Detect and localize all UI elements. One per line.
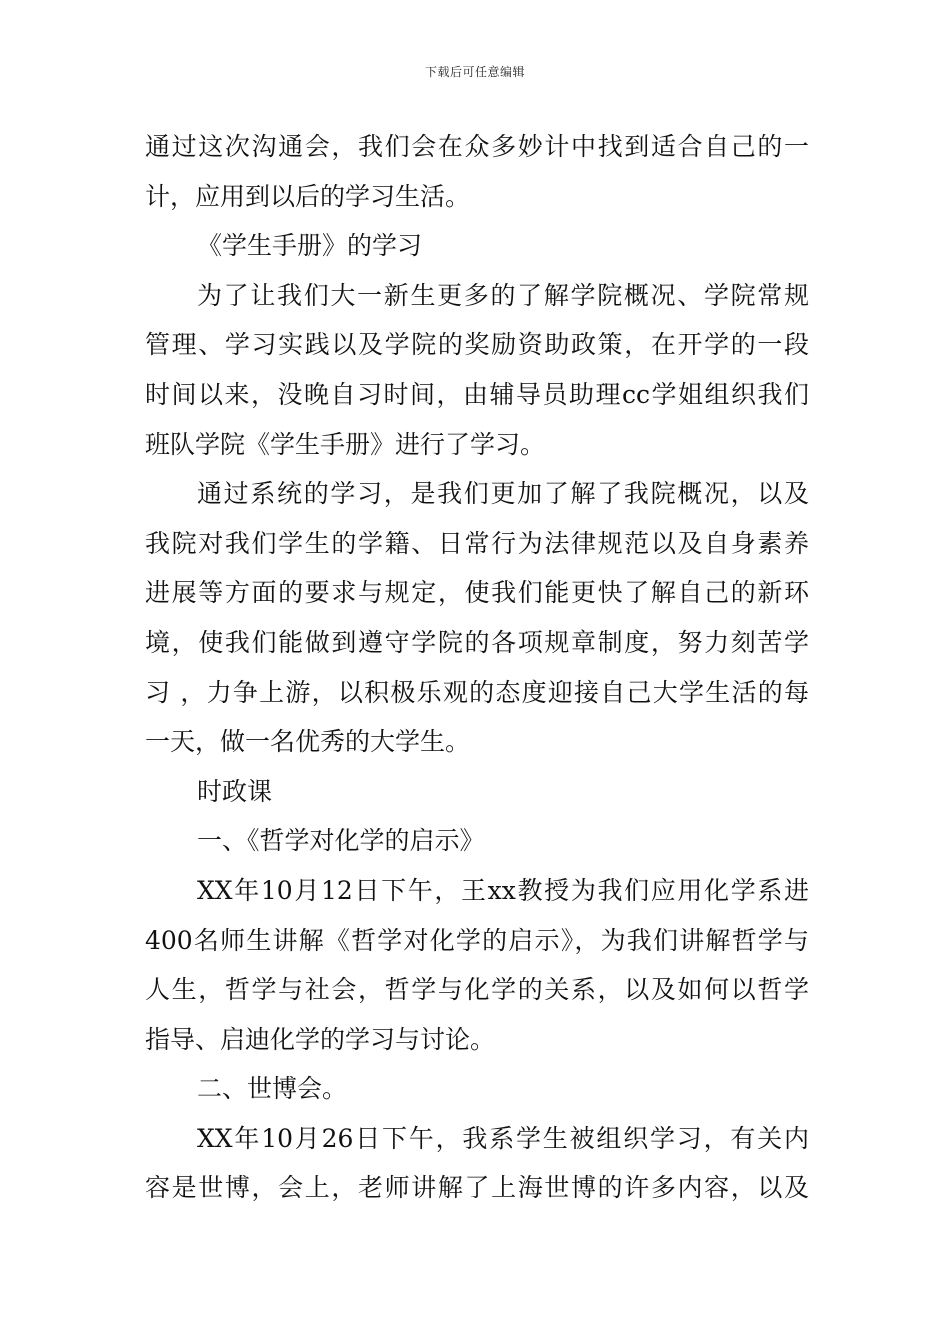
text-line: 计，应用到以后的学习生活。 (145, 181, 471, 211)
text-line: 容是世博，会上，老师讲解了上海世博的许多内容，以及 (145, 1173, 809, 1203)
text-line: 《学生手册》的学习 (197, 231, 423, 261)
text-line: 通过系统的学习，是我们更加了解了我院概况，以及 (197, 479, 809, 509)
header-note: 下载后可任意编辑 (424, 65, 525, 79)
text-line: 境，使我们能做到遵守学院的各项规章制度，努力刻苦学 (145, 627, 809, 657)
text-line: XX年10月26日下午，我系学生被组织学习，有关内 (197, 1123, 809, 1153)
text-line: 为了让我们大一新生更多的了解学院概况、学院常规 (197, 280, 809, 310)
text-line: 指导、启迪化学的学习与讨论。 (145, 1024, 496, 1054)
text-line: 一、《哲学对化学的启示》 (197, 826, 485, 856)
text-line: 二、世博会。 (197, 1074, 348, 1104)
text-line: 人生，哲学与社会，哲学与化学的关系，以及如何以哲学 (145, 975, 809, 1005)
text-line: 管理、学习实践以及学院的奖励资助政策，在开学的一段 (145, 330, 809, 360)
text-line: 习 ，力争上游，以积极乐观的态度迎接自己大学生活的每 (145, 677, 809, 707)
body-text (145, 122, 809, 1213)
text-line: 一天，做一名优秀的大学生。 (145, 727, 471, 757)
text-line: 通过这次沟通会，我们会在众多妙计中找到适合自己的一 (145, 132, 809, 161)
text-line: 400名师生讲解《哲学对化学的启示》，为我们讲解哲学与 (145, 925, 809, 955)
text-line: 时政课 (197, 776, 273, 806)
text-line: 时间以来，没晚自习时间，由辅导员助理cc学姐组织我们 (145, 379, 809, 409)
text-line: 我院对我们学生的学籍、日常行为法律规范以及自身素养 (145, 528, 809, 558)
text-line: 进展等方面的要求与规定，使我们能更快了解自己的新环 (145, 578, 809, 608)
text-line: XX年10月12日下午，王xx教授为我们应用化学系进 (197, 875, 809, 905)
text-line: 班队学院《学生手册》进行了学习。 (145, 429, 546, 459)
